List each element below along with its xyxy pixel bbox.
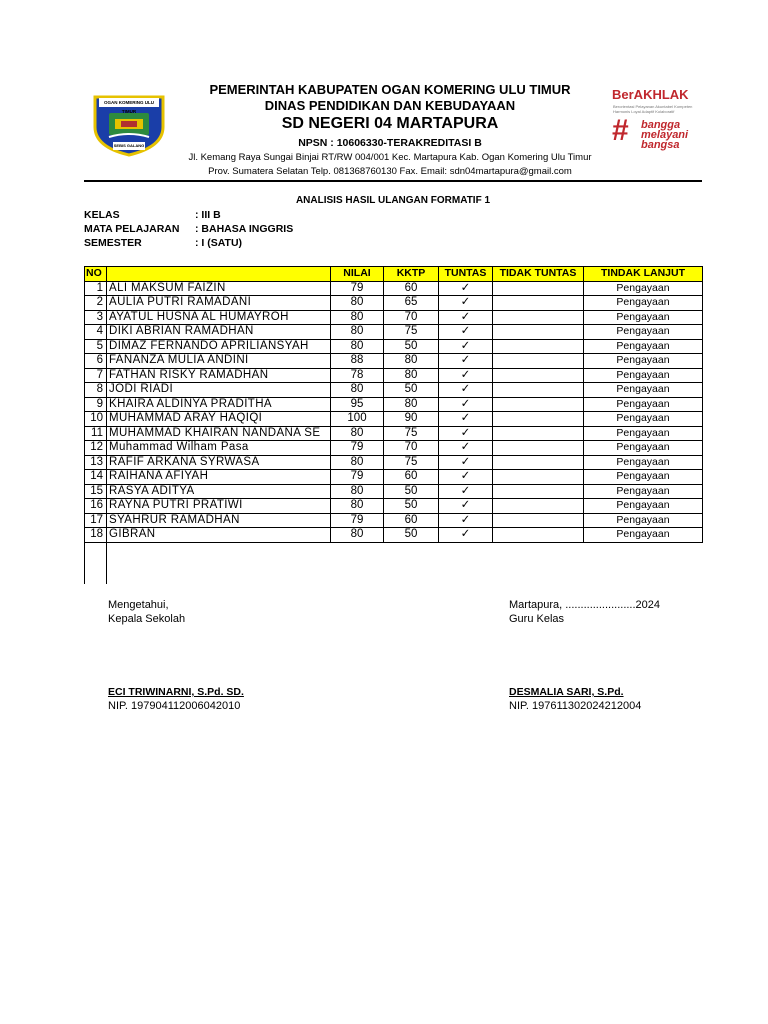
address-line-1: Jl. Kemang Raya Sungai Binjai RT/RW 004/001 Kec. Martapura Kab. Ogan Komering Ulu Timur xyxy=(188,152,592,163)
cell-kktp: 75 xyxy=(384,426,439,441)
table-row xyxy=(85,412,703,427)
cell-tindak-lanjut: Pengayaan xyxy=(584,296,703,311)
cell-tidak-tuntas xyxy=(493,397,584,412)
cell-name: AYATUL HUSNA AL HUMAYROH xyxy=(107,310,331,325)
table-row xyxy=(85,528,703,543)
cell-tuntas-check-icon: ✓ xyxy=(439,354,493,369)
cell-tidak-tuntas xyxy=(493,325,584,340)
cell-nilai: 80 xyxy=(331,484,384,499)
table-row xyxy=(85,441,703,456)
cell-kktp: 50 xyxy=(384,339,439,354)
headmaster-name: ECI TRIWINARNI, S.Pd. SD. xyxy=(108,686,244,698)
cell-no: 7 xyxy=(85,368,107,383)
cell-tidak-tuntas xyxy=(493,441,584,456)
cell-nilai: 88 xyxy=(331,354,384,369)
cell-tidak-tuntas xyxy=(493,281,584,296)
cell-no: 4 xyxy=(85,325,107,340)
table-row xyxy=(85,426,703,441)
cell-name: JODI RIADI xyxy=(107,383,331,398)
address-line-2: Prov. Sumatera Selatan Telp. 081368760130 Fax. Email: sdn04martapura@gmail.com xyxy=(208,166,572,177)
cell-no: 18 xyxy=(85,528,107,543)
cell-tidak-tuntas xyxy=(493,310,584,325)
table-row xyxy=(85,455,703,470)
cell-name: RAYNA PUTRI PRATIWI xyxy=(107,499,331,514)
cell-name: MUHAMMAD ARAY HAQIQI xyxy=(107,412,331,427)
cell-no: 5 xyxy=(85,339,107,354)
cell-name: KHAIRA ALDINYA PRADITHA xyxy=(107,397,331,412)
cell-tidak-tuntas xyxy=(493,484,584,499)
cell-kktp: 80 xyxy=(384,354,439,369)
info-value-kelas: : III B xyxy=(195,209,221,221)
cell-tuntas-check-icon: ✓ xyxy=(439,412,493,427)
table-row xyxy=(85,470,703,485)
cell-tuntas-check-icon: ✓ xyxy=(439,397,493,412)
cell-nilai: 79 xyxy=(331,441,384,456)
cell-name: AULIA PUTRI RAMADANI xyxy=(107,296,331,311)
cell-nilai: 80 xyxy=(331,339,384,354)
cell-tindak-lanjut: Pengayaan xyxy=(584,441,703,456)
cell-tidak-tuntas xyxy=(493,528,584,543)
logo-text-bottom: SEBIS GALANG xyxy=(113,143,145,148)
cell-name: GIBRAN xyxy=(107,528,331,543)
cell-no: 3 xyxy=(85,310,107,325)
cell-tindak-lanjut: Pengayaan xyxy=(584,499,703,514)
cell-kktp: 75 xyxy=(384,325,439,340)
table-row xyxy=(85,368,703,383)
cell-kktp: 70 xyxy=(384,441,439,456)
cell-tuntas-check-icon: ✓ xyxy=(439,441,493,456)
table-row xyxy=(85,281,703,296)
cell-tuntas-check-icon: ✓ xyxy=(439,455,493,470)
cell-tuntas-check-icon: ✓ xyxy=(439,296,493,311)
cell-tindak-lanjut: Pengayaan xyxy=(584,528,703,543)
cell-tidak-tuntas xyxy=(493,354,584,369)
grades-table xyxy=(84,266,703,543)
cell-nilai: 79 xyxy=(331,281,384,296)
cell-tuntas-check-icon: ✓ xyxy=(439,513,493,528)
table-row xyxy=(85,310,703,325)
col-header-no: NO xyxy=(85,267,107,282)
table-row xyxy=(85,484,703,499)
cell-tindak-lanjut: Pengayaan xyxy=(584,484,703,499)
cell-nilai: 79 xyxy=(331,470,384,485)
cell-tuntas-check-icon: ✓ xyxy=(439,281,493,296)
logo-text-top: OGAN KOMERING ULU TIMUR xyxy=(104,100,154,114)
cell-kktp: 90 xyxy=(384,412,439,427)
cell-tidak-tuntas xyxy=(493,368,584,383)
info-value-semester: : I (SATU) xyxy=(195,237,243,249)
slogan xyxy=(641,120,688,150)
cell-name: RAFIF ARKANA SYRWASA xyxy=(107,455,331,470)
cell-tuntas-check-icon: ✓ xyxy=(439,484,493,499)
cell-tuntas-check-icon: ✓ xyxy=(439,325,493,340)
cell-no: 10 xyxy=(85,412,107,427)
cell-tidak-tuntas xyxy=(493,383,584,398)
cell-no: 12 xyxy=(85,441,107,456)
cell-name: Muhammad Wilham Pasa xyxy=(107,441,331,456)
cell-tidak-tuntas xyxy=(493,426,584,441)
cell-kktp: 65 xyxy=(384,296,439,311)
berakhlak-tagline: Berorientasi Pelayanan Akuntabel Kompeten Harmonis Loyal Adaptif Kolaboratif xyxy=(613,104,693,114)
cell-nilai: 80 xyxy=(331,499,384,514)
col-header-tindak-lanjut: TINDAK LANJUT xyxy=(584,267,703,282)
cell-name: MUHAMMAD KHAIRAN NANDANA SE xyxy=(107,426,331,441)
cell-name: FANANZA MULIA ANDINI xyxy=(107,354,331,369)
cell-no: 17 xyxy=(85,513,107,528)
info-label-mapel: MATA PELAJARAN xyxy=(84,223,180,235)
cell-tindak-lanjut: Pengayaan xyxy=(584,470,703,485)
cell-kktp: 60 xyxy=(384,281,439,296)
hashtag-icon: # xyxy=(612,114,629,147)
sign-right-line1: Martapura, .......................2024 xyxy=(509,599,661,611)
government-title: PEMERINTAH KABUPATEN OGAN KOMERING ULU TIMUR xyxy=(209,82,571,97)
cell-tuntas-check-icon: ✓ xyxy=(439,368,493,383)
teacher-name: DESMALIA SARI, S.Pd. xyxy=(509,686,624,698)
cell-kktp: 60 xyxy=(384,470,439,485)
cell-name: FATHAN RISKY RAMADHAN xyxy=(107,368,331,383)
table-extension-line-right xyxy=(106,541,107,584)
cell-tidak-tuntas xyxy=(493,455,584,470)
cell-nilai: 100 xyxy=(331,412,384,427)
cell-tindak-lanjut: Pengayaan xyxy=(584,281,703,296)
cell-name: DIKI ABRIAN RAMADHAN xyxy=(107,325,331,340)
info-value-mapel: : BAHASA INGGRIS xyxy=(195,223,294,235)
cell-tidak-tuntas xyxy=(493,513,584,528)
table-row xyxy=(85,339,703,354)
table-header-row xyxy=(85,267,703,282)
school-name: SD NEGERI 04 MARTAPURA xyxy=(281,115,499,132)
table-extension-line-left xyxy=(84,541,85,584)
slogan-line-3: bangsa xyxy=(641,139,680,151)
cell-nilai: 80 xyxy=(331,296,384,311)
cell-tindak-lanjut: Pengayaan xyxy=(584,412,703,427)
table-row xyxy=(85,354,703,369)
cell-no: 2 xyxy=(85,296,107,311)
cell-tindak-lanjut: Pengayaan xyxy=(584,354,703,369)
cell-no: 16 xyxy=(85,499,107,514)
cell-no: 15 xyxy=(85,484,107,499)
cell-kktp: 50 xyxy=(384,383,439,398)
cell-tuntas-check-icon: ✓ xyxy=(439,383,493,398)
cell-nilai: 80 xyxy=(331,528,384,543)
cell-no: 14 xyxy=(85,470,107,485)
info-label-semester: SEMESTER xyxy=(84,237,142,249)
table-row xyxy=(85,325,703,340)
col-header-nilai: NILAI xyxy=(331,267,384,282)
cell-nilai: 80 xyxy=(331,310,384,325)
cell-no: 11 xyxy=(85,426,107,441)
table-row xyxy=(85,499,703,514)
headmaster-nip: NIP. 197904112006042010 xyxy=(108,700,241,712)
cell-tidak-tuntas xyxy=(493,412,584,427)
cell-nilai: 80 xyxy=(331,455,384,470)
cell-tuntas-check-icon: ✓ xyxy=(439,426,493,441)
cell-tuntas-check-icon: ✓ xyxy=(439,339,493,354)
cell-name: ALI MAKSUM FAIZIN xyxy=(107,281,331,296)
col-header-tidak-tuntas: TIDAK TUNTAS xyxy=(493,267,584,282)
col-header-kktp: KKTP xyxy=(384,267,439,282)
info-label-kelas: KELAS xyxy=(84,209,120,221)
cell-nilai: 79 xyxy=(331,513,384,528)
cell-tindak-lanjut: Pengayaan xyxy=(584,397,703,412)
table-row xyxy=(85,383,703,398)
cell-tindak-lanjut: Pengayaan xyxy=(584,513,703,528)
cell-nilai: 95 xyxy=(331,397,384,412)
col-header-name xyxy=(107,267,331,282)
cell-kktp: 80 xyxy=(384,397,439,412)
slogan-line-1: bangga xyxy=(641,119,681,131)
cell-tuntas-check-icon: ✓ xyxy=(439,528,493,543)
cell-tindak-lanjut: Pengayaan xyxy=(584,455,703,470)
table-row xyxy=(85,513,703,528)
cell-no: 1 xyxy=(85,281,107,296)
teacher-nip: NIP. 197611302024212004 xyxy=(509,700,642,712)
cell-kktp: 50 xyxy=(384,499,439,514)
cell-tuntas-check-icon: ✓ xyxy=(439,499,493,514)
cell-kktp: 60 xyxy=(384,513,439,528)
cell-no: 8 xyxy=(85,383,107,398)
cell-name: RAIHANA AFIYAH xyxy=(107,470,331,485)
table-row xyxy=(85,296,703,311)
cell-tindak-lanjut: Pengayaan xyxy=(584,310,703,325)
cell-kktp: 50 xyxy=(384,484,439,499)
sign-left-line2: Kepala Sekolah xyxy=(108,613,186,625)
cell-tidak-tuntas xyxy=(493,339,584,354)
cell-kktp: 80 xyxy=(384,368,439,383)
cell-nilai: 80 xyxy=(331,325,384,340)
header-divider xyxy=(84,180,702,182)
cell-kktp: 70 xyxy=(384,310,439,325)
cell-no: 9 xyxy=(85,397,107,412)
cell-tindak-lanjut: Pengayaan xyxy=(584,325,703,340)
cell-tindak-lanjut: Pengayaan xyxy=(584,426,703,441)
cell-no: 13 xyxy=(85,455,107,470)
npsn-line: NPSN : 10606330-TERAKREDITASI B xyxy=(298,137,482,149)
cell-tindak-lanjut: Pengayaan xyxy=(584,368,703,383)
slogan-line-2: melayani xyxy=(641,129,689,141)
cell-no: 6 xyxy=(85,354,107,369)
cell-tindak-lanjut: Pengayaan xyxy=(584,339,703,354)
cell-tidak-tuntas xyxy=(493,499,584,514)
col-header-tuntas: TUNTAS xyxy=(439,267,493,282)
cell-name: DIMAZ FERNANDO APRILIANSYAH xyxy=(107,339,331,354)
sign-right-line2: Guru Kelas xyxy=(509,613,565,625)
cell-tindak-lanjut: Pengayaan xyxy=(584,383,703,398)
cell-kktp: 50 xyxy=(384,528,439,543)
cell-tuntas-check-icon: ✓ xyxy=(439,470,493,485)
cell-tidak-tuntas xyxy=(493,296,584,311)
report-title: ANALISIS HASIL ULANGAN FORMATIF 1 xyxy=(295,195,491,206)
cell-tidak-tuntas xyxy=(493,470,584,485)
department-title: DINAS PENDIDIKAN DAN KEBUDAYAAN xyxy=(264,98,516,113)
cell-nilai: 78 xyxy=(331,368,384,383)
berakhlak-text: BerAKHLAK xyxy=(612,87,689,102)
sign-left-line1: Mengetahui, xyxy=(108,599,169,611)
table-row xyxy=(85,397,703,412)
cell-kktp: 75 xyxy=(384,455,439,470)
cell-nilai: 80 xyxy=(331,383,384,398)
cell-name: SYAHRUR RAMADHAN xyxy=(107,513,331,528)
cell-tuntas-check-icon: ✓ xyxy=(439,310,493,325)
cell-name: RASYA ADITYA xyxy=(107,484,331,499)
cell-nilai: 80 xyxy=(331,426,384,441)
